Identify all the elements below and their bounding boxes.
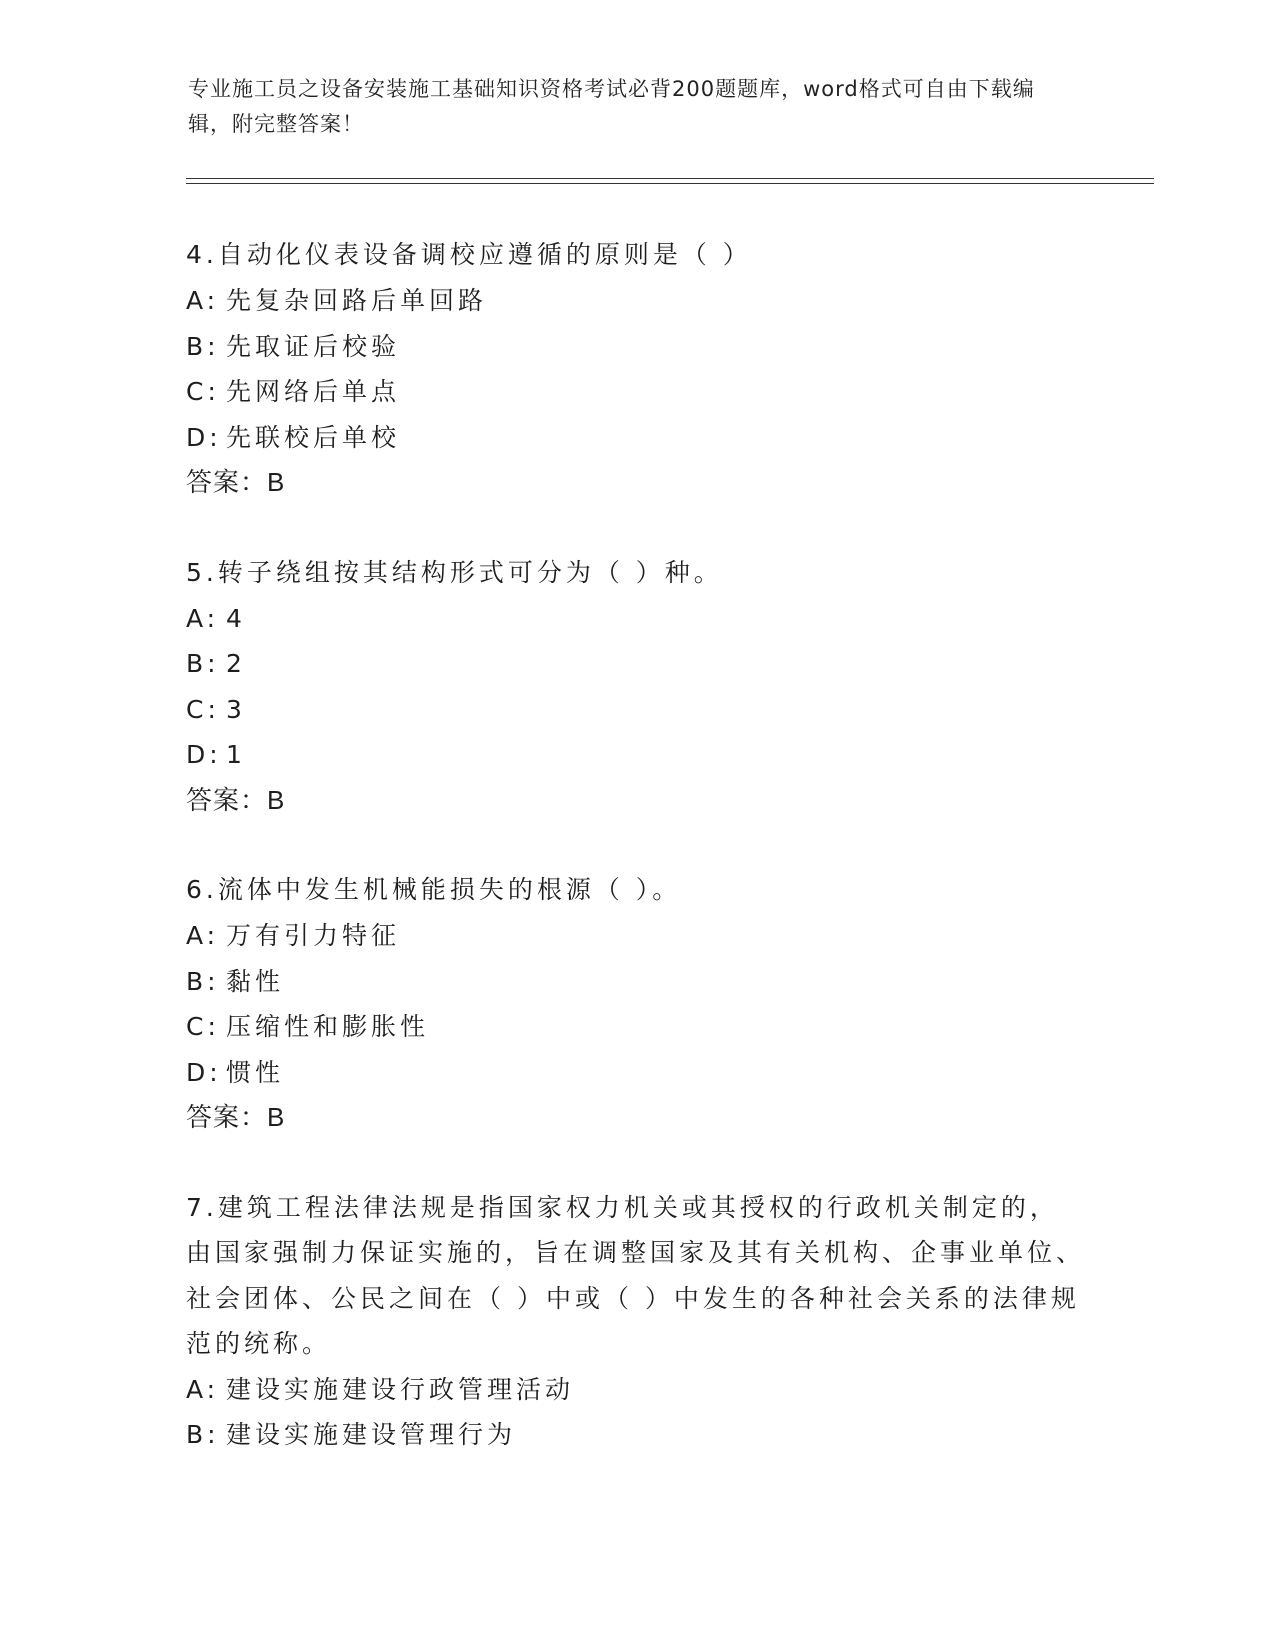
option-letter: D:: [186, 1057, 222, 1087]
answer-line: 答案：B: [186, 784, 286, 815]
option-letter: C:: [186, 1012, 220, 1041]
option-text: 2: [226, 649, 246, 678]
document-header: 专业施工员之设备安装施工基础知识资格考试必背200题题库，word格式可自由下载编辑，附完整答案！: [188, 77, 1035, 136]
option-b: [186, 959, 1086, 1005]
option-letter: B:: [186, 331, 220, 361]
option-letter: D:: [186, 422, 222, 452]
option-b: [186, 641, 1086, 687]
option-text: 先网络后单点: [226, 377, 401, 406]
question-stem: 5.转子绕组按其结构形式可分为（ ）种。: [186, 557, 723, 587]
option-text: 先联校后单校: [226, 422, 401, 452]
question-stem: 6.流体中发生机械能损失的根源（ ）。: [186, 875, 682, 904]
option-b: [186, 324, 1086, 370]
answer-line: 答案：B: [186, 1102, 286, 1132]
option-b: [186, 1412, 1086, 1458]
option-text: 万有引力特征: [226, 921, 401, 950]
option-text: 1: [226, 740, 246, 769]
option-letter: C:: [186, 694, 220, 724]
header-divider: [186, 178, 1154, 179]
answer-line: 答案：B: [186, 467, 286, 497]
option-a: [186, 1367, 1086, 1413]
question-stem: 7.建筑工程法律法规是指国家权力机关或其授权的行政机关制定的，由国家强制力保证实施的，旨在调整国家及其有关机构、企事业单位、社会团体、公民之间在（ ）中或（ ）中发生的各种社会关系的法律规范的统称。: [186, 1192, 1086, 1358]
question-stem: 4.自动化仪表设备调校应遵循的原则是（ ）: [186, 240, 752, 269]
option-text: 先复杂回路后单回路: [226, 286, 488, 315]
option-letter: B:: [186, 649, 220, 678]
question-item: [186, 1185, 1086, 1458]
option-letter: A:: [186, 286, 220, 315]
option-c: [186, 1004, 1086, 1050]
header-divider-secondary: [186, 183, 1154, 184]
question-item: [186, 867, 1086, 1141]
option-d: [186, 732, 1086, 778]
option-a: [186, 596, 1086, 642]
option-a: [186, 278, 1086, 324]
option-c: [186, 687, 1086, 733]
question-list: [186, 232, 1086, 1502]
option-letter: D:: [186, 740, 222, 769]
option-letter: A:: [186, 921, 220, 950]
option-text: 建设实施建设管理行为: [226, 1420, 517, 1449]
option-text: 惯性: [226, 1057, 285, 1087]
option-c: [186, 369, 1086, 415]
option-text: 4: [226, 603, 246, 633]
question-item: [186, 232, 1086, 506]
option-letter: A:: [186, 603, 220, 633]
option-text: 3: [226, 694, 246, 724]
option-letter: B:: [186, 966, 220, 996]
option-letter: C:: [186, 377, 220, 406]
option-text: 先取证后校验: [226, 331, 401, 361]
option-d: [186, 415, 1086, 461]
option-text: 压缩性和膨胀性: [226, 1012, 430, 1041]
option-a: [186, 913, 1086, 959]
option-text: 黏性: [226, 966, 285, 996]
question-item: [186, 550, 1086, 824]
option-letter: A:: [186, 1374, 220, 1404]
option-letter: B:: [186, 1420, 220, 1449]
option-text: 建设实施建设行政管理活动: [226, 1374, 575, 1404]
option-d: [186, 1050, 1086, 1096]
